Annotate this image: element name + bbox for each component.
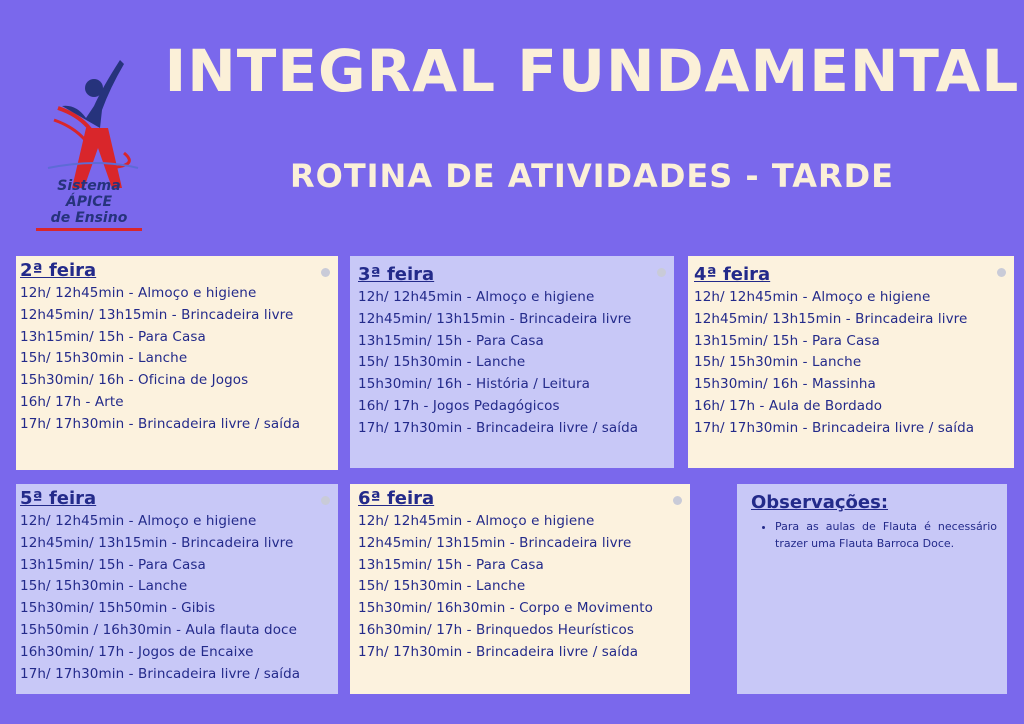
logo-line-1: Sistema xyxy=(57,178,121,194)
schedule-row: 15h/ 15h30min - Lanche xyxy=(694,354,862,371)
card-dot xyxy=(673,496,682,505)
day-title: 5ª feira xyxy=(20,488,97,509)
schedule-row: 17h/ 17h30min - Brincadeira livre / saída xyxy=(358,419,639,436)
day-title: 4ª feira xyxy=(694,264,771,285)
schedule-row: 15h/ 15h30min - Lanche xyxy=(20,350,188,367)
schedule-row: 13h15min/ 15h - Para Casa xyxy=(20,556,206,573)
logo-sistema-apice xyxy=(28,48,150,234)
schedule-row: 15h30min/ 16h30min - Corpo e Movimento xyxy=(358,600,653,617)
day-title: 2ª feira xyxy=(20,260,97,281)
schedule-row: 12h/ 12h45min - Almoço e higiene xyxy=(358,513,595,529)
day-card-monday xyxy=(16,256,338,470)
schedule-row: 17h/ 17h30min - Brincadeira livre / saída xyxy=(20,665,301,682)
day-card-friday xyxy=(350,484,690,694)
schedule-row: 15h30min/ 15h50min - Gibis xyxy=(20,600,216,617)
schedule-row: 13h15min/ 15h - Para Casa xyxy=(20,328,206,345)
day-title: 3ª feira xyxy=(358,264,435,285)
schedule-row: 16h/ 17h - Jogos Pedagógicos xyxy=(358,397,560,414)
observations-list xyxy=(741,518,997,552)
schedule-row: 15h30min/ 16h - Massinha xyxy=(694,376,876,393)
schedule-row: 12h45min/ 13h15min - Brincadeira livre xyxy=(358,310,632,327)
card-dot xyxy=(321,496,330,505)
page-subtitle: ROTINA DE ATIVIDADES - TARDE xyxy=(289,157,895,195)
schedule-row: 15h30min/ 16h - História / Leitura xyxy=(358,376,591,393)
schedule-row: 13h15min/ 15h - Para Casa xyxy=(694,332,880,349)
schedule-row: 12h/ 12h45min - Almoço e higiene xyxy=(358,289,595,305)
observation-item: • Para as aulas de Flauta é necessário trazer uma Flauta Barroca Doce. xyxy=(775,518,997,552)
logo-line-2: ÁPICE xyxy=(65,194,113,210)
day-card-wednesday xyxy=(688,256,1014,468)
schedule-row: 15h/ 15h30min - Lanche xyxy=(358,354,526,371)
schedule-row: 12h45min/ 13h15min - Brincadeira livre xyxy=(358,534,632,551)
schedule-row: 15h/ 15h30min - Lanche xyxy=(358,578,526,595)
schedule-row: 17h/ 17h30min - Brincadeira livre / saída xyxy=(358,643,639,660)
schedule-row: 12h45min/ 13h15min - Brincadeira livre xyxy=(20,534,294,551)
card-dot xyxy=(321,268,330,277)
schedule-row: 13h15min/ 15h - Para Casa xyxy=(358,332,544,349)
schedule-row: 12h45min/ 13h15min - Brincadeira livre xyxy=(694,310,968,327)
schedule-row: 16h/ 17h - Aula de Bordado xyxy=(694,397,883,414)
schedule-row: 16h30min/ 17h - Brinquedos Heurísticos xyxy=(358,621,635,638)
schedule-row: 15h/ 15h30min - Lanche xyxy=(20,578,188,595)
schedule-row: 12h45min/ 13h15min - Brincadeira livre xyxy=(20,306,294,323)
day-card-tuesday xyxy=(350,256,674,468)
schedule-row: 12h/ 12h45min - Almoço e higiene xyxy=(20,513,257,529)
schedule-row: 12h/ 12h45min - Almoço e higiene xyxy=(694,289,931,305)
schedule-row: 16h/ 17h - Arte xyxy=(20,393,124,410)
logo-line-3: de Ensino xyxy=(50,210,128,226)
card-dot xyxy=(997,268,1006,277)
day-title: 6ª feira xyxy=(358,488,435,509)
schedule-row: 16h30min/ 17h - Jogos de Encaixe xyxy=(20,643,254,660)
schedule-row: 17h/ 17h30min - Brincadeira livre / saída xyxy=(20,415,301,432)
day-card-thursday xyxy=(16,484,338,694)
page-title: INTEGRAL FUNDAMENTAL xyxy=(164,37,1020,105)
schedule-row: 13h15min/ 15h - Para Casa xyxy=(358,556,544,573)
schedule-row: 15h50min / 16h30min - Aula flauta doce xyxy=(20,621,297,638)
schedule-row: 17h/ 17h30min - Brincadeira livre / saída xyxy=(694,419,975,436)
schedule-row: 12h/ 12h45min - Almoço e higiene xyxy=(20,285,257,301)
observations-title: Observações: xyxy=(751,492,889,513)
schedule-row: 15h30min/ 16h - Oficina de Jogos xyxy=(20,372,249,389)
observations-card xyxy=(737,484,1007,694)
card-dot xyxy=(657,268,666,277)
